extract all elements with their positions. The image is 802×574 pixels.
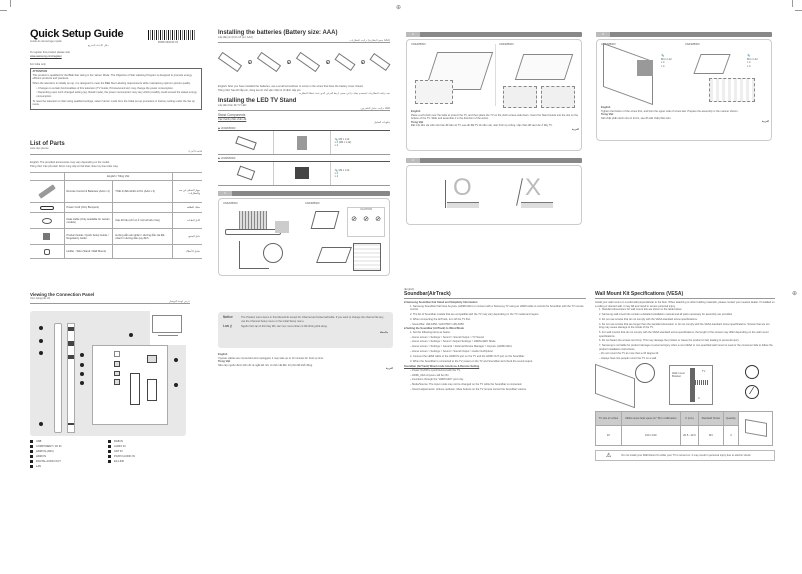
screw-spec: 🔩 M4 x L12 x 4 x 4 (334, 168, 350, 178)
screw-ng-icon: ⁄ (745, 385, 759, 399)
stand-parts-row-b (218, 162, 390, 186)
connection-legend: USB COMPONENT / AV IN HDMI IN (ARC) HDMI IN DIGITAL AUDIO OUT LAN RGB IN AUDIO IN ANT IN PC/DVI AUDIO IN EX-LINK (30, 440, 186, 470)
connection-title: Viewing the Connection Panel (30, 292, 95, 297)
screw-base-illustration (316, 247, 352, 263)
vesa-table: TV size in inches VESA screw hole specs (A * B) in millimeters C (mm) Standard Screw Quantity 32 100 x 100 20.5 - 23.0 M4 4 (595, 411, 773, 446)
wall-illustration (595, 364, 635, 409)
trim-mark (0, 10, 7, 11)
vesa-diagram (739, 411, 773, 445)
remote-control-icon (30, 181, 64, 203)
parts-subtitle: Liste des pieces (30, 147, 49, 150)
side-panel (54, 323, 62, 433)
parts-note: English: The provided accessories may vary depending on the model. (30, 161, 110, 164)
stand-guide-icon (297, 136, 307, 150)
step4-section (406, 158, 582, 225)
lan-port-icon (114, 351, 120, 357)
attention-bullet: • Changes to certain functionalities of this television (TV Guide, Picture/sound etc) may change the power consumption. (36, 86, 174, 90)
screw-spec: 🔩 M4 x L12 x 4 x 4 (661, 54, 672, 68)
quick-setup-cover (30, 28, 200, 110)
connection-subtitle: Xem bảng kết nối (30, 297, 51, 300)
parts-row: Holder - Wire (Stand / Wall Mount) حامل الأسلاك (30, 245, 202, 259)
prohibited-icon: ⊘ (363, 215, 369, 223)
barcode (148, 30, 196, 40)
barcode-number: BN68-09924P-04 (158, 41, 179, 44)
notice-box: Notice The Product menu items in this Menu/Info except for Channel and Antenna/Cable. If you want to change the channel list any, use the Channel Setup menu or the Initial Setup menu. Lưu ý Nguồn hiện tại có thể thay đổi, các mục menu khác có thể không khả dụng. ملاحظة (218, 312, 393, 348)
tv-side-illustration (445, 180, 446, 208)
attention-p3: To reset the television to Star rating qualified settings, select 'Home' mode from the Initial set up procedure in Factory setting under the Set up menu. (32, 99, 195, 107)
zoom-circle (635, 363, 655, 383)
tv-icon (152, 315, 182, 333)
registration-mark-icon: ⊕ (396, 5, 402, 11)
manual-icon (30, 229, 64, 245)
battery-section (218, 30, 390, 96)
soundbar-section: (English) Soundbar(AirTrack) ■ Samsung Soundbar that Stand and Simplicity Information 1. Samsung Soundbar that have Anynet+ (HDMI-CEC) to connect with a Samsung TV using an HDMI cable to control the Soundbar with the TV remote control. 2. The list of Soundbar models that are compatible with the TV may vary depending on the TV model and region. 3. When connecting the AirTrack, turn off the TV first. – Sound Bar: HW-K450 / HW-K550 / HW-K650 ■ Setting the Soundbar (AirTrack) to Wired Mode 1. Set the following items as below: – Home screen > Settings > Sound > Sound Output > TV Sound – Home screen > Settings > Sound > Expert Settings > HDMI-eARC Mode – Home screen > Settings > General > External Device Manager > Anynet+ (HDMI-CEC) – Home screen > Settings > Sound > Sound Output > Audio Out/Optical 2. Connect the HDMI cable to the HDMI IN port on the TV and the HDMI OUT port on the Soundbar. 3. When the Soundbar is connected to the TV, power on the TV and Soundbar and check the sound output. Soundbar (AirTrack) Wired mode functions & Remote Setting – Power On/Off is synchronized with the TV. – HDMI_CEC Anynet+ will be ON. – Functions through the "HDMI ARC" port only. – Mode/Source: The input mode may not be changed on the TV while the Soundbar is connected. – Sound adjustments: Volume up/down, Mute buttons on the TV remote control the Soundbar volume. (404, 288, 586, 393)
stand-group-a: ◆ UN32M5000 (218, 127, 390, 132)
hdmi-port-icon (114, 361, 120, 367)
attention-bullet: • Depending upon such changed setting (eg. Retail mode), the power consumption may vary which possibly could exceed the stated energy consumption. (36, 91, 197, 99)
screw-spec: 🔩 M4 x L12 x 4 (M4 x L12) x 4 (334, 138, 352, 148)
screw-detail (353, 243, 381, 271)
guide-subtitle-ar: دليل الإعداد السريع (88, 44, 109, 47)
step2-panel: UN32M5000 UN43M5000 English Place a soft cloth over the table to protect the TV, and then place the TV on the cloth screen-side down. Insert the Stand Guide into the slot on the bottom of the TV. Slide and assemble it in the direction of the arrow. Tiếng Việt Đặt một tấm vải mềm lên bàn để bảo vệ TV, sau đó đặt TV lên tấm vải, màn hình úp xuống. Lắp chân đế vào khe ở đáy TV. العربية (406, 39, 582, 151)
stand-guide-icon (295, 167, 309, 179)
parts-row: Power Cord (Only Bumpers) سلك الطاقة (30, 203, 202, 213)
remote-back-icon (335, 53, 356, 71)
step3-section (596, 32, 772, 141)
step2-section (406, 32, 582, 151)
battery-note-vi: Tiếng Việt: Sau khi lắp pin, dùng tua vít nhỏ vặn chặt vít cố định nắp pin. (218, 88, 302, 92)
step2-text: English Place a soft cloth over the table to protect the TV, and then place the TV on the cloth screen-side down. Insert the Stand Guide into the slot on the bottom of the TV. Slide and assemble it in the direction of the arrow. Tiếng Việt Đặt một tấm vải mềm lên bàn để bảo vệ TV, sau đó đặt TV lên tấm vải, màn hình úp xuống. Lắp chân đế vào khe ở đáy TV. العربية (411, 110, 579, 131)
step3-panel: UN32M5000 UN43M5000 🔩 M4 x L12 x 4 x 4 🔩 M4 x L12 x 4 x 4 English Tighten the bottom of the screw first, and then the upper side of screw last. Prepare the assembly in the manner shown. Tiếng Việt Siết chặt phần dưới của vít trước, sau đó siết chặt phần trên. العربية (596, 39, 772, 141)
incorrect-icon: X (525, 174, 542, 201)
zoom-detail (275, 221, 289, 233)
holder-wire-icon (30, 245, 64, 259)
notice-section: Notice The Product menu items in this Menu/Info except for Channel and Antenna/Cable. If you want to change the channel list any, use the Channel Setup menu or the Initial Setup menu. Lưu ý Nguồn hiện tại có thể thay đổi, các mục menu khác có thể không khả dụng. ملاحظة English If power cables are connected and unplugged, it may take up to 10 minutes for boot up time. Tiếng Việt Nếu cáp nguồn được kết nối và ngắt kết nối, có thể mất đến 10 phút để khởi động. العربية (218, 312, 393, 371)
step-bar: 4 (406, 158, 582, 163)
prohibited-icon: ⊘ (351, 215, 357, 223)
trim-mark (10, 0, 11, 7)
stand-components-label: Stand Components (218, 113, 246, 117)
parts-row: Product Guide / Quick Setup Guide / Regulatory Guide Hướng dẫn sản phẩm / Hướng dẫn cài đặt nhanh / Hướng dẫn quy định دليل المنتج (30, 229, 202, 245)
stand-parts-row-a (218, 131, 390, 155)
ant-in-port-icon (147, 355, 157, 363)
zoom-circle (263, 243, 283, 263)
trim-mark (792, 0, 793, 7)
connection-diagram (30, 311, 186, 436)
parts-table (30, 172, 202, 259)
side-port-strip (67, 323, 75, 433)
power-cord-icon (30, 203, 64, 213)
step-bar: 2 (406, 32, 582, 37)
wall-mount-diagram (595, 363, 775, 407)
hdmi-port-icon (114, 379, 120, 385)
warning-box: ⚠ Do not install your Wall Mount Kit while your TV is turned on. It may result in personal injury due to electric shock. (595, 450, 775, 461)
data-cable-icon (30, 213, 64, 229)
screw-detail (709, 78, 755, 102)
stand-components-ar: مكونات الحامل (373, 121, 390, 125)
battery-subtitle-ar: تركيب البطاريات (حجم البطارية AAA) (218, 39, 390, 43)
battery-title: Installing the batteries (Battery size: AAA) (218, 30, 338, 36)
register-link[interactable]: www.samsung.com/register (30, 54, 62, 58)
bracket-detail: Wall mount Bracket TV C (669, 365, 713, 405)
step-bar: 3 (596, 32, 772, 37)
remote-back-icon (370, 53, 391, 71)
port-callout (39, 326, 43, 331)
rgb-in-port-icon (147, 379, 157, 401)
stand-illustration-b (311, 211, 340, 229)
guide-subtitle: Guide de demarrage rapide (30, 40, 62, 43)
parts-row: Data Cable (Only available for certain models) Cáp dữ liệu (chỉ có ở một số kiểu máy) كابل البيانات (30, 213, 202, 229)
remote-back-icon (257, 52, 281, 72)
region-label: For India only (30, 63, 46, 67)
vesa-row: 32 100 x 100 20.5 - 23.0 M4 4 (596, 425, 773, 445)
stand-section (218, 98, 390, 276)
tv-back-illustration (515, 54, 573, 80)
screw-ok-icon (745, 365, 759, 379)
parts-title: List of Parts (30, 141, 65, 147)
usb-port-icon (114, 371, 120, 376)
guide-title: Quick Setup Guide (30, 28, 124, 40)
caution-box: CAUTION ⊘ ⊘ ⊘ (347, 207, 385, 237)
stand-base-illustration (225, 229, 281, 235)
battery-subtitle: Lắp đặt pin (Kích cỡ pin: AAA) (218, 36, 253, 39)
parts-header: English / Tiếng Việt (64, 173, 172, 181)
stand-guide-illustration (239, 211, 267, 229)
wall-mount-title: Wall Mount Kit Specifications (VESA) (595, 291, 775, 299)
attention-heading: ATTENTION (32, 70, 48, 74)
attention-p2: When the television is initially set up, it is designed to meet the BEE Star Labeling requirements while maintaining optimum picture quality. (32, 82, 191, 86)
parts-note: Tiếng Việt: Các phụ kiện được cung cấp có thể khác nhau tùy theo kiểu máy. (30, 164, 119, 168)
stand-title: Installing the LED TV Stand (218, 98, 297, 104)
connection-panel-section (30, 292, 190, 470)
av-in-ports (130, 373, 140, 405)
stand-subtitle-ar: تركيب حامل التلفزيون LED (218, 107, 390, 111)
insert-detail (503, 86, 537, 108)
registration-mark-icon: ⊕ (792, 291, 798, 297)
connection-subtitle-ar: عرض لوحة التوصيل (30, 300, 190, 304)
battery-steps: 1 2 3 4 (218, 47, 390, 77)
port-callout (39, 351, 43, 356)
battery-note-en: English: After you have installed the batteries, use a small screwdriver to screw in the screw that fixes the battery cover closed. (218, 85, 364, 88)
stand-base-icon (236, 166, 254, 181)
stand-assembly-panel: UN32M5000 UN43M5000 CAUTION ⊘ ⊘ ⊘ (218, 198, 390, 276)
stand-attach-illustration (637, 60, 653, 76)
warning-icon: ⚠ (606, 452, 612, 459)
hand-detail (415, 80, 453, 104)
port-callout (39, 422, 43, 427)
trim-mark (795, 10, 802, 11)
step4-panel (406, 165, 582, 225)
remote-back-icon (296, 52, 320, 72)
register-text: To register this product please visit (30, 51, 70, 54)
parts-subtitle-ar: قائمة الأجزاء (30, 150, 202, 155)
attention-p1: This product is qualified for the BEE Star rating in the 'Home' Mode. The Objective of Star Labeling Program is designed to promote energy efficient products and practices. (32, 73, 192, 81)
screw-spec: 🔩 M4 x L12 x 4 x 4 (747, 54, 758, 68)
step3-text: English Tighten the bottom of the screw first, and then the upper side of screw last. Prepare the assembly in the manner shown. Tiếng Việt Siết chặt phần dưới của vít trước, sau đó siết chặt phần trên. العربية (601, 106, 769, 124)
attention-box (30, 68, 202, 110)
stand-subtitle: Lắp đặt chân đế TV LED (218, 104, 247, 107)
parts-row: Remote Control & Batteries (AAA x 2) Thiết bị điều khiển & Pin (AAA x 2) جهاز التحكم عن بعد والبطاريات (30, 181, 202, 203)
wall-mount-section: Wall Mount Kit Specifications (VESA) Install your wall mount on a solid wall perpendicular to the floor. When attaching to other building materials, please contact your nearest dealer. If installed on a ceiling or slanted wall, it may fall and result in severe personal injury. 1. Standard dimensions for wall mount kits are shown in the table below. 2. Samsung wall mount kits contain a detailed installation manual and all parts necessary for assembly are provided. 3. Do not use screws that do not comply with the VESA standard screw specifications. 4. Do not use screws that are longer than the standard dimension or do not comply with the VESA standard screw specifications. Screws that are too long may cause damage to the inside of the TV. 5. For wall mounts that do not comply with the VESA standard screw specifications, the length of the screws may differ depending on the wall mount specifications. 6. Do not fasten the screws too firmly. This may damage the product or cause the product to fall, leading to personal injury. 7. Samsung is not liable for product damage or personal injury when a non-VESA or non-specified wall mount is used or the consumer fails to follow the product installation instructions. – Do not mount the TV at more than a 15 degree tilt. – Always have two people mount the TV on a wall. Wall mount Bracket TV C ⁄ TV size in inches VESA screw hole specs (A * B) in millimeters C (mm) Standard Screw Quantity 32 100 x 100 20.5 - 23.0 M4 4 ⚠ Do not install your Wall Mount Kit while your TV is turned on. It may result in personal injury due to electric shock. (595, 291, 775, 459)
stand-group-b: ◆ UN43M5000 (218, 157, 390, 162)
soundbar-title: Soundbar(AirTrack) (404, 291, 586, 299)
stand-neck-illustration (693, 54, 730, 74)
insert-detail (541, 86, 575, 108)
step-bar: 1 (218, 191, 390, 196)
table-surface (447, 202, 479, 208)
stand-base-icon (235, 136, 257, 150)
list-of-parts (30, 141, 202, 259)
remote-back-icon (218, 52, 242, 72)
port-callout (39, 339, 43, 344)
stand-components-sub: Các thành phần chân đế (218, 117, 247, 121)
correct-icon: O (453, 174, 472, 201)
prohibited-icon: ⊘ (375, 215, 381, 223)
battery-note-ar: بعد تركيب البطاريات استخدم مفك براغي صغير لربط البرغي الذي يثبت غطاء البطارية (299, 92, 390, 96)
table-surface (521, 202, 553, 208)
